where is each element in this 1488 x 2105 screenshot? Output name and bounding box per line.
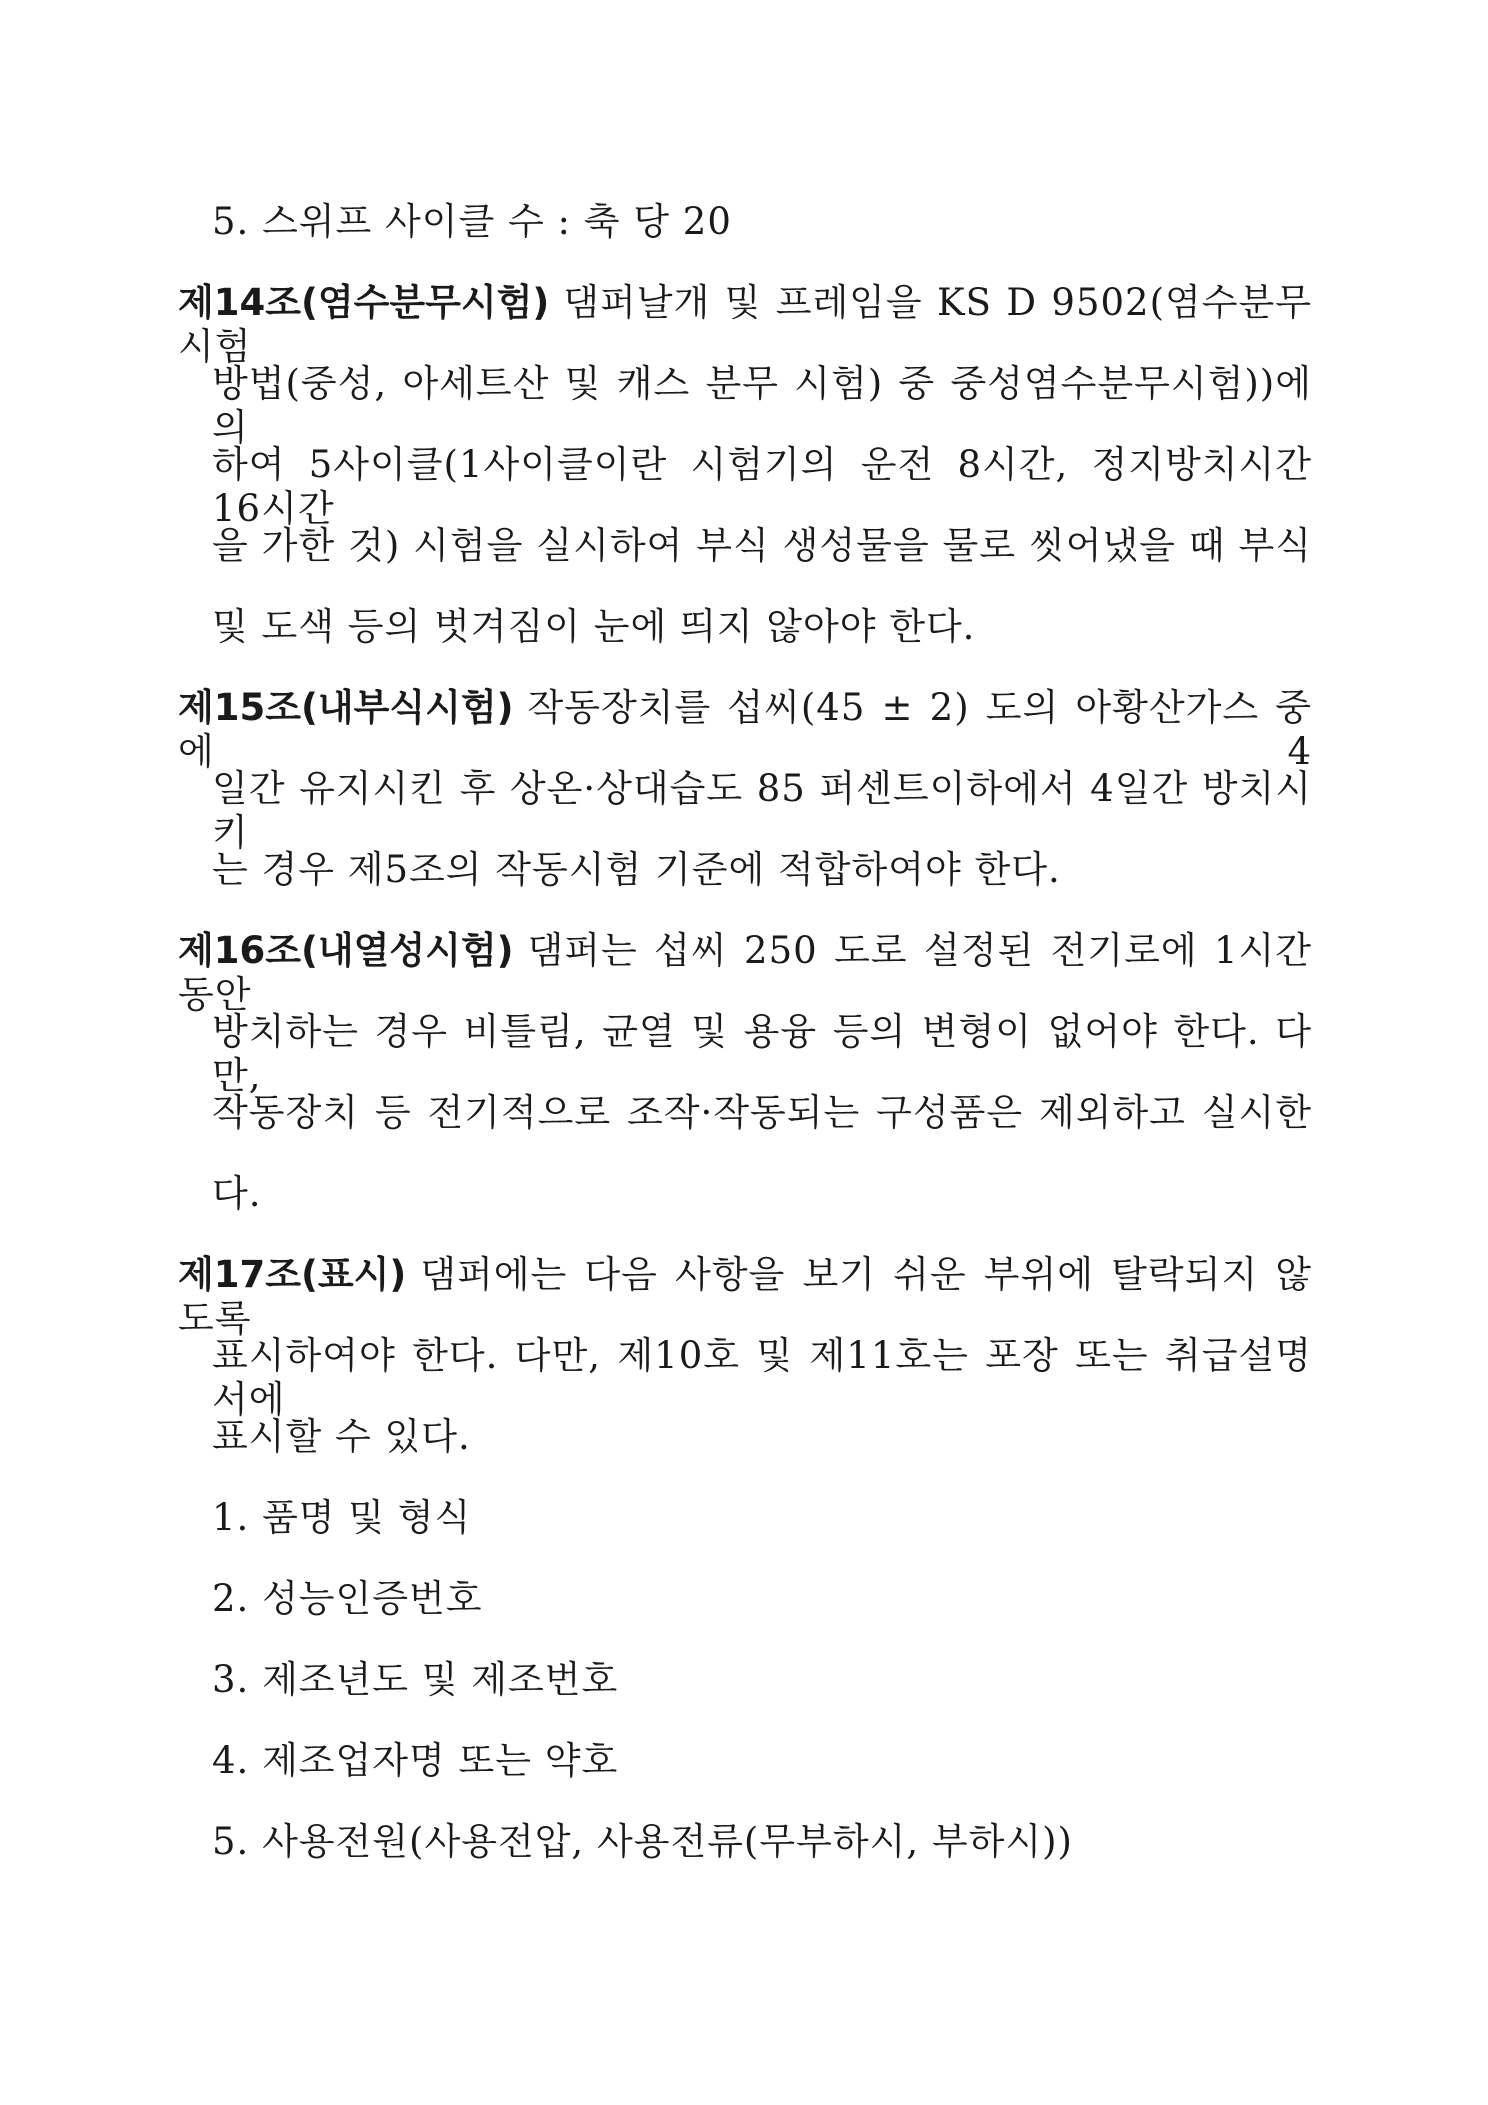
article-17-line-2: 표시하여야 한다. 다만, 제10호 및 제11호는 포장 또는 취급설명서에	[212, 1334, 1312, 1421]
article-17-line-3: 표시할 수 있다.	[212, 1415, 471, 1458]
article-14-line-3: 하여 5사이클(1사이클이란 시험기의 운전 8시간, 정지방치시간 16시간	[212, 443, 1312, 530]
list-item: 4. 제조업자명 또는 약호	[212, 1739, 619, 1782]
article-15-heading: 제15조(내부식시험)	[178, 686, 514, 729]
article-16-line-2: 방치하는 경우 비틀림, 균열 및 용융 등의 변형이 없어야 한다. 다만,	[212, 1010, 1312, 1097]
article-16-heading: 제16조(내열성시험)	[178, 929, 514, 972]
article-16-line-4: 다.	[212, 1172, 262, 1215]
article-15-line-3: 는 경우 제5조의 작동시험 기준에 적합하여야 한다.	[212, 848, 1061, 891]
article-14-line-2: 방법(중성, 아세트산 및 캐스 분무 시험) 중 중성염수분무시험))에 의	[212, 362, 1312, 449]
article-14-heading: 제14조(염수분무시험)	[178, 281, 550, 324]
list-item: 5. 사용전원(사용전압, 사용전류(무부하시, 부하시))	[212, 1820, 1073, 1863]
article-14-line-4: 을 가한 것) 시험을 실시하여 부식 생성물을 물로 씻어냈을 때 부식	[212, 524, 1312, 567]
article-17-line-1	[178, 1253, 1312, 1341]
article-17-heading: 제17조(표시)	[178, 1253, 407, 1296]
article-15-text-1: 작동장치를 섭씨(45 ± 2) 도의 아황산가스 중에 4	[178, 686, 1312, 773]
article-16-line-3: 작동장치 등 전기적으로 조작·작동되는 구성품은 제외하고 실시한	[212, 1091, 1312, 1134]
article-14-text-1: 댐퍼날개 및 프레임을 KS D 9502(염수분무시험	[178, 281, 1312, 368]
article-14-line-1	[178, 281, 1312, 369]
article-15-line-1	[178, 686, 1312, 774]
article-15-line-2: 일간 유지시킨 후 상온·상대습도 85 퍼센트이하에서 4일간 방치시키	[212, 767, 1312, 854]
article-16-text-1: 댐퍼는 섭씨 250 도로 설정된 전기로에 1시간 동안	[178, 929, 1312, 1016]
list-item: 1. 품명 및 형식	[212, 1496, 472, 1539]
list-item: 3. 제조년도 및 제조번호	[212, 1658, 619, 1701]
list-item: 2. 성능인증번호	[212, 1577, 483, 1620]
article-14-line-5: 및 도색 등의 벗겨짐이 눈에 띄지 않아야 한다.	[212, 605, 976, 648]
swipe-cycle-item: 5. 스위프 사이클 수 : 축 당 20	[212, 200, 732, 243]
article-17-text-1: 댐퍼에는 다음 사항을 보기 쉬운 부위에 탈락되지 않도록	[178, 1253, 1312, 1340]
article-16-line-1	[178, 929, 1312, 1017]
